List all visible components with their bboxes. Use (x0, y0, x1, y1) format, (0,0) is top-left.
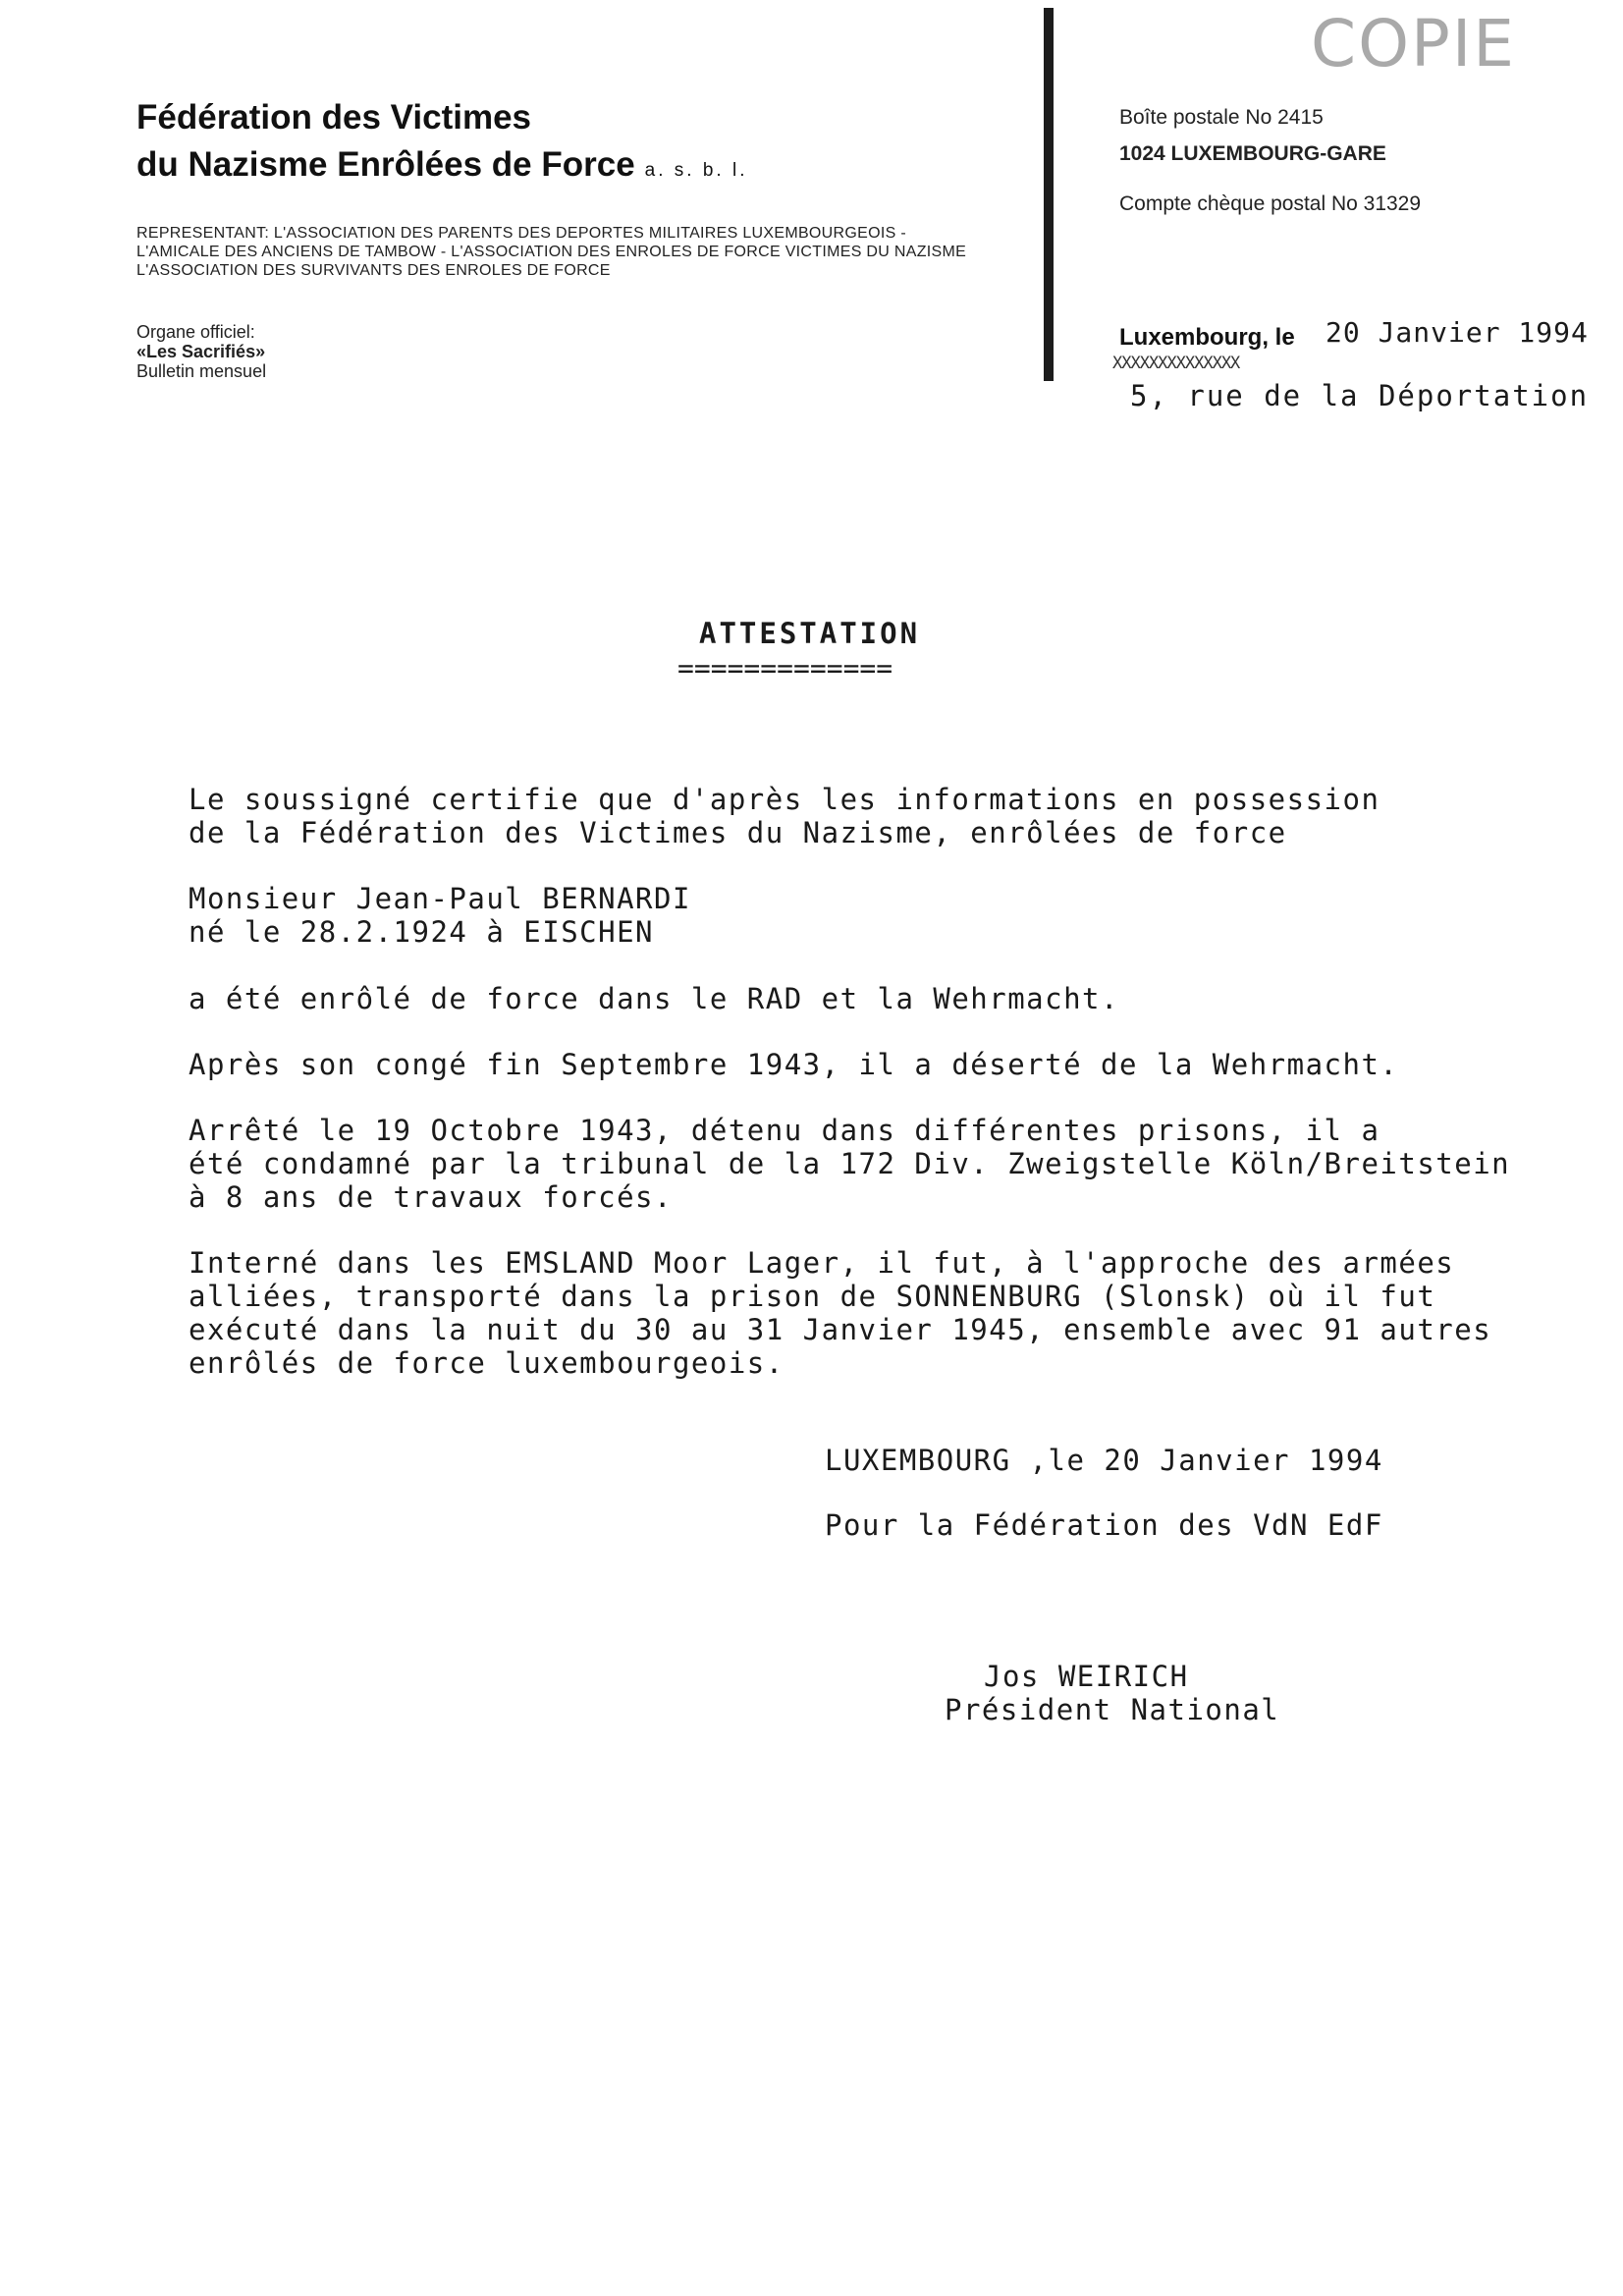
place-label: Luxembourg, le (1119, 324, 1295, 351)
org-name-line2-text: du Nazisme Enrôlées de Force (136, 145, 635, 184)
paragraph-person (189, 882, 691, 949)
closing-place-date: LUXEMBOURG ,le 20 Janvier 1994 (825, 1444, 1383, 1477)
text-line: Le soussigné certifie que d'après les informations en possession (189, 783, 1380, 816)
signatory-name: Jos WEIRICH (984, 1660, 1189, 1693)
paragraph-arrest (189, 1114, 1510, 1214)
text-line: de la Fédération des Victimes du Nazisme, enrôlées de force (189, 816, 1287, 849)
paragraph-certification (189, 783, 1380, 849)
text-line: alliées, transporté dans la prison de SONNENBURG (Slonsk) où il fut (189, 1280, 1436, 1313)
org-legal-form: a. s. b. l. (644, 160, 748, 181)
text-line: enrôlés de force luxembourgeois. (189, 1346, 784, 1380)
street-address: 5, rue de la Déportation (1130, 379, 1590, 412)
postal-city: 1024 LUXEMBOURG-GARE (1119, 142, 1386, 165)
paragraph-desertion (189, 1048, 1398, 1081)
text-line: à 8 ans de travaux forcés. (189, 1180, 673, 1214)
document-title: ATTESTATION (699, 617, 921, 650)
letter-date: 20 Janvier 1994 (1325, 316, 1589, 349)
text-line: été condamné par la tribunal de la 172 Div. Zweigstelle Köln/Breitstein (189, 1147, 1511, 1180)
title-underline: ============= (677, 652, 893, 684)
postal-account: Compte chèque postal No 31329 (1119, 192, 1422, 215)
organe-label: Organe officiel: (136, 322, 255, 342)
struck-old-street: XXXXXXXXXXXXXX (1112, 354, 1240, 373)
text-line: a été enrôlé de force dans le RAD et la Wehrmacht. (189, 982, 1119, 1015)
on-behalf-line: Pour la Fédération des VdN EdF (825, 1508, 1383, 1542)
text-line: Arrêté le 19 Octobre 1943, détenu dans différentes prisons, il a (189, 1114, 1380, 1147)
text-line: Monsieur Jean-Paul BERNARDI (189, 882, 691, 915)
representant-line: REPRESENTANT: L'ASSOCIATION DES PARENTS DES DEPORTES MILITAIRES LUXEMBOURGEOIS - (136, 225, 906, 242)
text-line: exécuté dans la nuit du 30 au 31 Janvier 1945, ensemble avec 91 autres (189, 1313, 1492, 1346)
organe-type: Bulletin mensuel (136, 361, 267, 381)
representant-block (136, 224, 1020, 280)
text-line: né le 28.2.1924 à EISCHEN (189, 915, 654, 949)
org-name-line1: Fédération des Victimes (136, 98, 532, 137)
paragraph-enrolment (189, 982, 1119, 1015)
signature-block (945, 1660, 1279, 1726)
organe-name: «Les Sacrifiés» (136, 342, 266, 361)
postal-box: Boîte postale No 2415 (1119, 106, 1324, 129)
organe-officiel-block (136, 322, 266, 381)
representant-line: L'ASSOCIATION DES SURVIVANTS DES ENROLES DE FORCE (136, 262, 611, 279)
org-name-line2 (136, 143, 747, 192)
paragraph-execution (189, 1246, 1491, 1380)
text-line: Interné dans les EMSLAND Moor Lager, il fut, à l'approche des armées (189, 1246, 1455, 1280)
signatory-title: Président National (945, 1693, 1280, 1726)
representant-line: L'AMICALE DES ANCIENS DE TAMBOW - L'ASSOCIATION DES ENROLES DE FORCE VICTIMES DU NAZISME (136, 244, 967, 260)
copie-stamp: COPIE (1311, 6, 1516, 82)
text-line: Après son congé fin Septembre 1943, il a déserté de la Wehrmacht. (189, 1048, 1399, 1081)
letterhead-divider (1044, 8, 1054, 381)
